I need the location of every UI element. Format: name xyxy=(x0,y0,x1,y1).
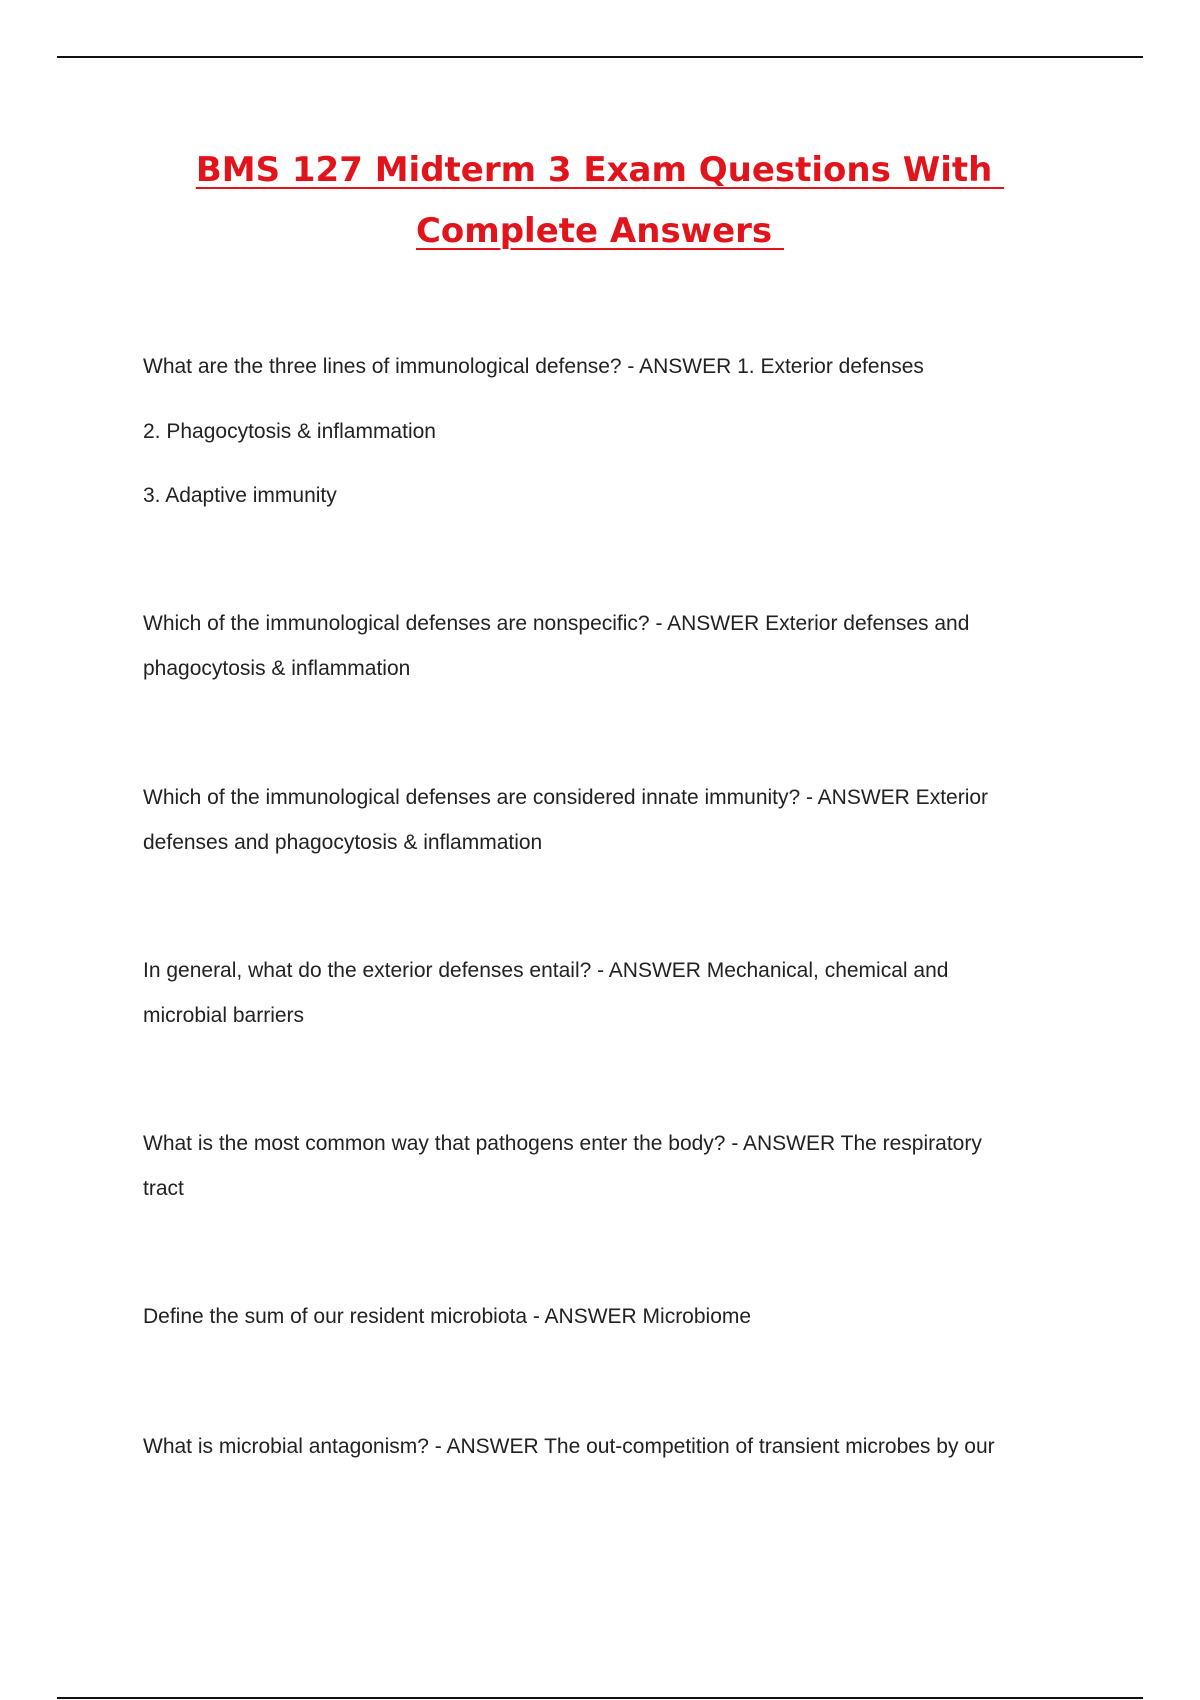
text-line: What are the three lines of immunological defense? - ANSWER 1. Exterior defenses xyxy=(143,355,924,378)
text-line: 3. Adaptive immunity xyxy=(143,484,337,507)
text-line: Which of the immunological defenses are nonspecific? - ANSWER Exterior defenses and xyxy=(143,612,970,635)
text-line: What is the most common way that pathogens enter the body? - ANSWER The respiratory xyxy=(143,1132,982,1155)
answer-line-exterior-defenses xyxy=(143,344,1088,389)
title-line-1: BMS 127 Midterm 3 Exam Questions With xyxy=(195,150,1005,190)
text-line: 2. Phagocytosis & inflammation xyxy=(143,420,436,443)
answer-line-adaptive-immunity xyxy=(143,473,1088,518)
bottom-divider xyxy=(57,1697,1143,1699)
text-line: microbial barriers xyxy=(143,1004,305,1027)
text-line: Which of the immunological defenses are considered innate immunity? - ANSWER Exterior xyxy=(143,786,989,809)
text-line: In general, what do the exterior defenses entail? - ANSWER Mechanical, chemical and xyxy=(143,959,949,982)
top-divider xyxy=(57,56,1143,58)
qa-nonspecific-defenses xyxy=(143,601,1088,691)
text-line: defenses and phagocytosis & inflammation xyxy=(143,831,543,854)
qa-innate-immunity xyxy=(143,775,1088,865)
text-line: Define the sum of our resident microbiota - ANSWER Microbiome xyxy=(143,1305,752,1328)
qa-exterior-defenses xyxy=(143,948,1088,1038)
answer-line-phagocytosis xyxy=(143,409,1088,454)
qa-pathogen-entry xyxy=(143,1121,1088,1211)
document-title xyxy=(0,140,1200,262)
qa-microbiome xyxy=(143,1294,1088,1339)
text-line: tract xyxy=(143,1177,184,1200)
text-line: What is microbial antagonism? - ANSWER The out-competition of transient microbes by our xyxy=(143,1435,995,1458)
qa-microbial-antagonism xyxy=(143,1424,1088,1469)
title-line-2: Complete Answers xyxy=(415,211,784,251)
text-line: phagocytosis & inflammation xyxy=(143,657,411,680)
